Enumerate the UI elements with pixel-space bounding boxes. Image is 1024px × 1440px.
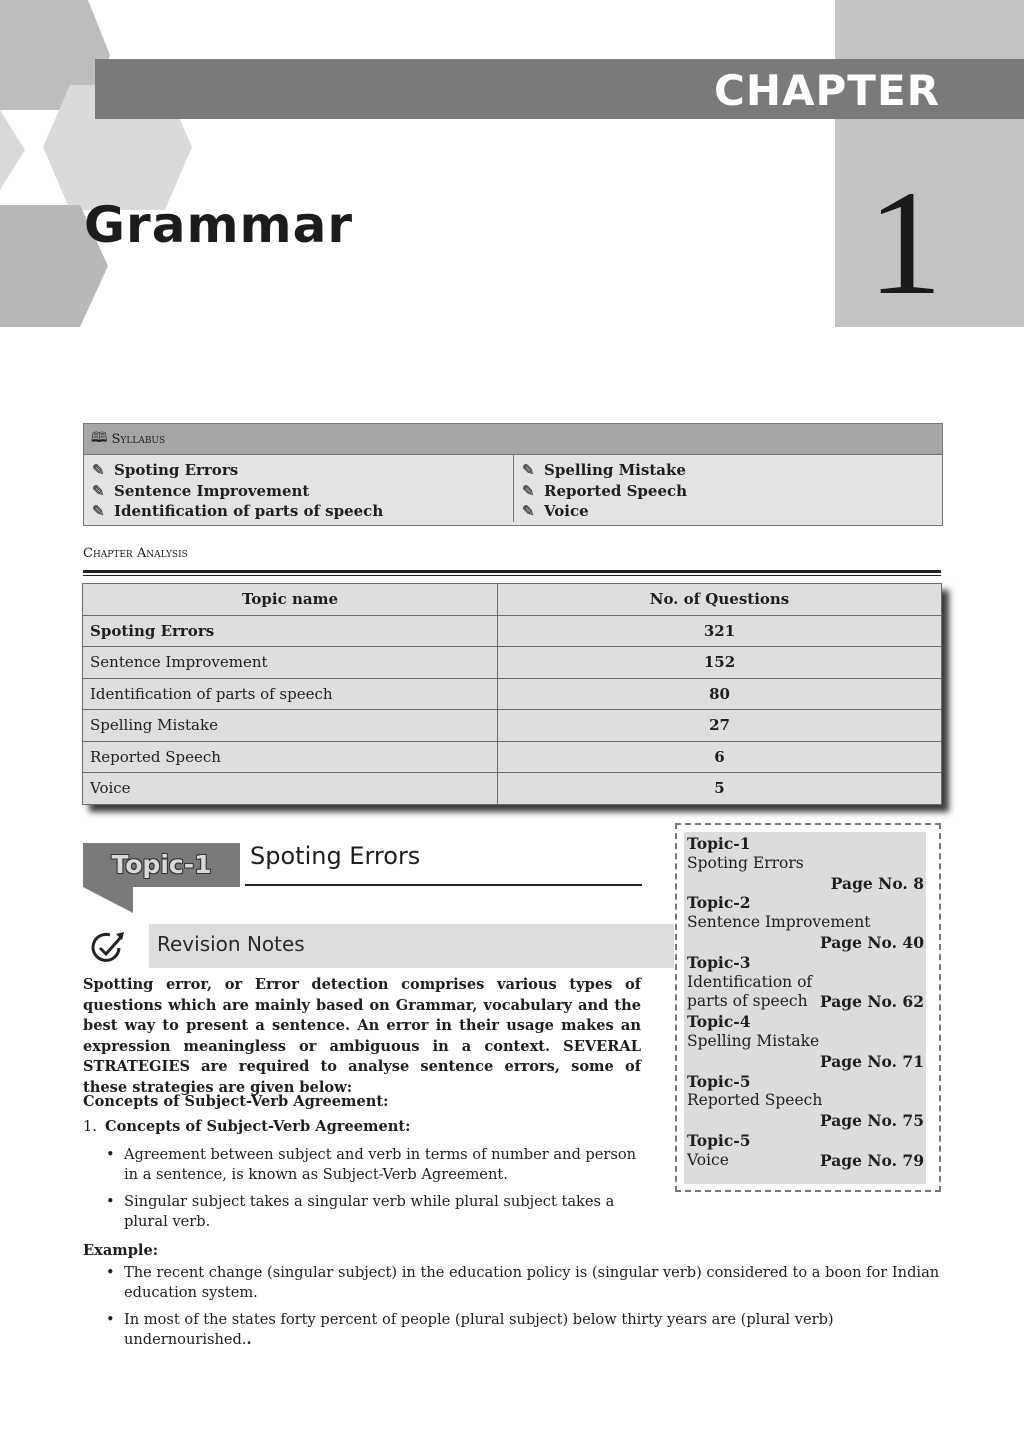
example-label: Example: [83,1242,159,1259]
concepts-subheading: 1. Concepts of Subject-Verb Agreement: [83,1118,411,1135]
topic-index [684,832,926,1184]
divider [83,570,941,573]
pencil-icon: ✎ [92,502,105,520]
table-row [83,615,942,647]
intro-paragraph: Spotting error, or Error detection comprises various types of questions which are mainly based on Grammar, vocabulary and the best way to present a sentence. An error in their usage makes an expression meaningless or ambiguous in a context. SEVERAL STRATEGIES are required to analyse sentence errors, some of these strategies are given below: [83,976,641,1096]
list-item: • The recent change (singular subject) in the education policy is (singular verb) considered to a boon for Indian education system. [106,1263,942,1304]
index-topic-name: Spelling Mistake [687,1031,820,1050]
syllabus-item: ✎ Spoting Errors [92,461,239,479]
concepts-bullet-list [106,1145,642,1239]
index-topic-name: Voice [687,1150,729,1169]
revision-notes-icon [88,928,128,968]
count-cell: 321 [498,615,942,647]
table-row [83,741,942,773]
index-topic-number: Topic-2 [687,893,751,913]
table-row [83,678,942,710]
table-row [83,710,942,742]
chapter-analysis-table [82,583,942,805]
index-entry[interactable] [687,953,924,1012]
index-entry[interactable] [687,834,924,893]
column-header-topic: Topic name [83,584,498,616]
index-page-number: Page No. 71 [820,1051,924,1071]
count-cell: 27 [498,710,942,742]
index-topic-name: Identification of [687,972,813,991]
count-cell: 5 [498,773,942,805]
syllabus-item: ✎ Voice [522,502,589,520]
table-row [83,647,942,679]
index-page-number: Page No. 62 [820,992,924,1012]
pencil-icon: ✎ [522,461,535,479]
list-item: • In most of the states forty percent of people (plural subject) below thirty years are (plural verb) undernourished.. [106,1310,942,1351]
index-topic-name: Reported Speech [687,1091,823,1110]
column-header-count: No. of Questions [498,584,942,616]
hexagon-left-small [0,110,25,190]
syllabus-heading: Syllabus [111,431,166,447]
index-topic-number: Topic-5 [687,1071,751,1091]
topic-cell: Spoting Errors [83,615,498,647]
hexagon-decoration [0,0,200,330]
book-icon: 🕮 [91,430,108,446]
pencil-icon: ✎ [92,461,105,479]
index-entry[interactable] [687,1072,924,1131]
chapter-title: Grammar [84,196,354,254]
syllabus-item: ✎ Reported Speech [522,481,688,500]
topic-badge: Topic-1 [111,850,212,879]
concepts-heading: Concepts of Subject-Verb Agreement: [83,1093,389,1110]
pencil-icon: ✎ [92,481,105,500]
table-header-row [83,584,942,616]
index-topic-name: parts of speech [687,992,808,1011]
count-cell: 152 [498,647,942,679]
topic-underline [245,884,642,886]
syllabus-item: ✎ Spelling Mistake [522,461,686,479]
syllabus-item: ✎ Sentence Improvement [92,481,310,500]
topic-badge-tail [83,887,133,913]
topic-cell: Identification of parts of speech [83,678,498,710]
index-topic-number: Topic-5 [687,1130,751,1150]
table-row [83,773,942,805]
syllabus-item: ✎ Identification of parts of speech [92,502,384,520]
example-bullet-list [106,1263,942,1357]
topic-cell: Spelling Mistake [83,710,498,742]
syllabus-header [84,424,942,455]
index-topic-number: Topic-1 [687,834,751,853]
list-item: • Singular subject takes a singular verb while plural subject takes a plural verb. [106,1192,642,1233]
pencil-icon: ✎ [522,481,535,500]
topic-title: Spoting Errors [250,842,421,870]
index-entry[interactable] [687,893,924,952]
index-topic-number: Topic-4 [687,1012,751,1032]
index-topic-name: Spoting Errors [687,853,804,872]
index-page-number: Page No. 75 [820,1111,924,1131]
revision-notes-label: Revision Notes [157,932,305,956]
chapter-analysis-label: Chapter Analysis [83,546,188,561]
index-page-number: Page No. 8 [830,873,924,893]
syllabus-left-column [84,455,513,522]
chapter-label: CHAPTER [714,66,940,115]
topic-cell: Sentence Improvement [83,647,498,679]
syllabus-right-column [513,455,942,522]
index-entry[interactable] [687,1131,924,1171]
list-number: 1. [83,1118,97,1135]
chapter-number: 1 [867,160,943,326]
divider [83,575,941,576]
index-entry[interactable] [687,1012,924,1071]
topic-cell: Voice [83,773,498,805]
index-topic-number: Topic-3 [687,952,751,972]
index-topic-name: Sentence Improvement [687,913,871,932]
index-page-number: Page No. 79 [820,1150,924,1170]
count-cell: 80 [498,678,942,710]
topic-cell: Reported Speech [83,741,498,773]
count-cell: 6 [498,741,942,773]
list-item: • Agreement between subject and verb in terms of number and person in a sentence, is known as Subject-Verb Agreement. [106,1145,642,1186]
index-page-number: Page No. 40 [820,932,924,952]
pencil-icon: ✎ [522,502,535,520]
syllabus-box [83,423,943,526]
